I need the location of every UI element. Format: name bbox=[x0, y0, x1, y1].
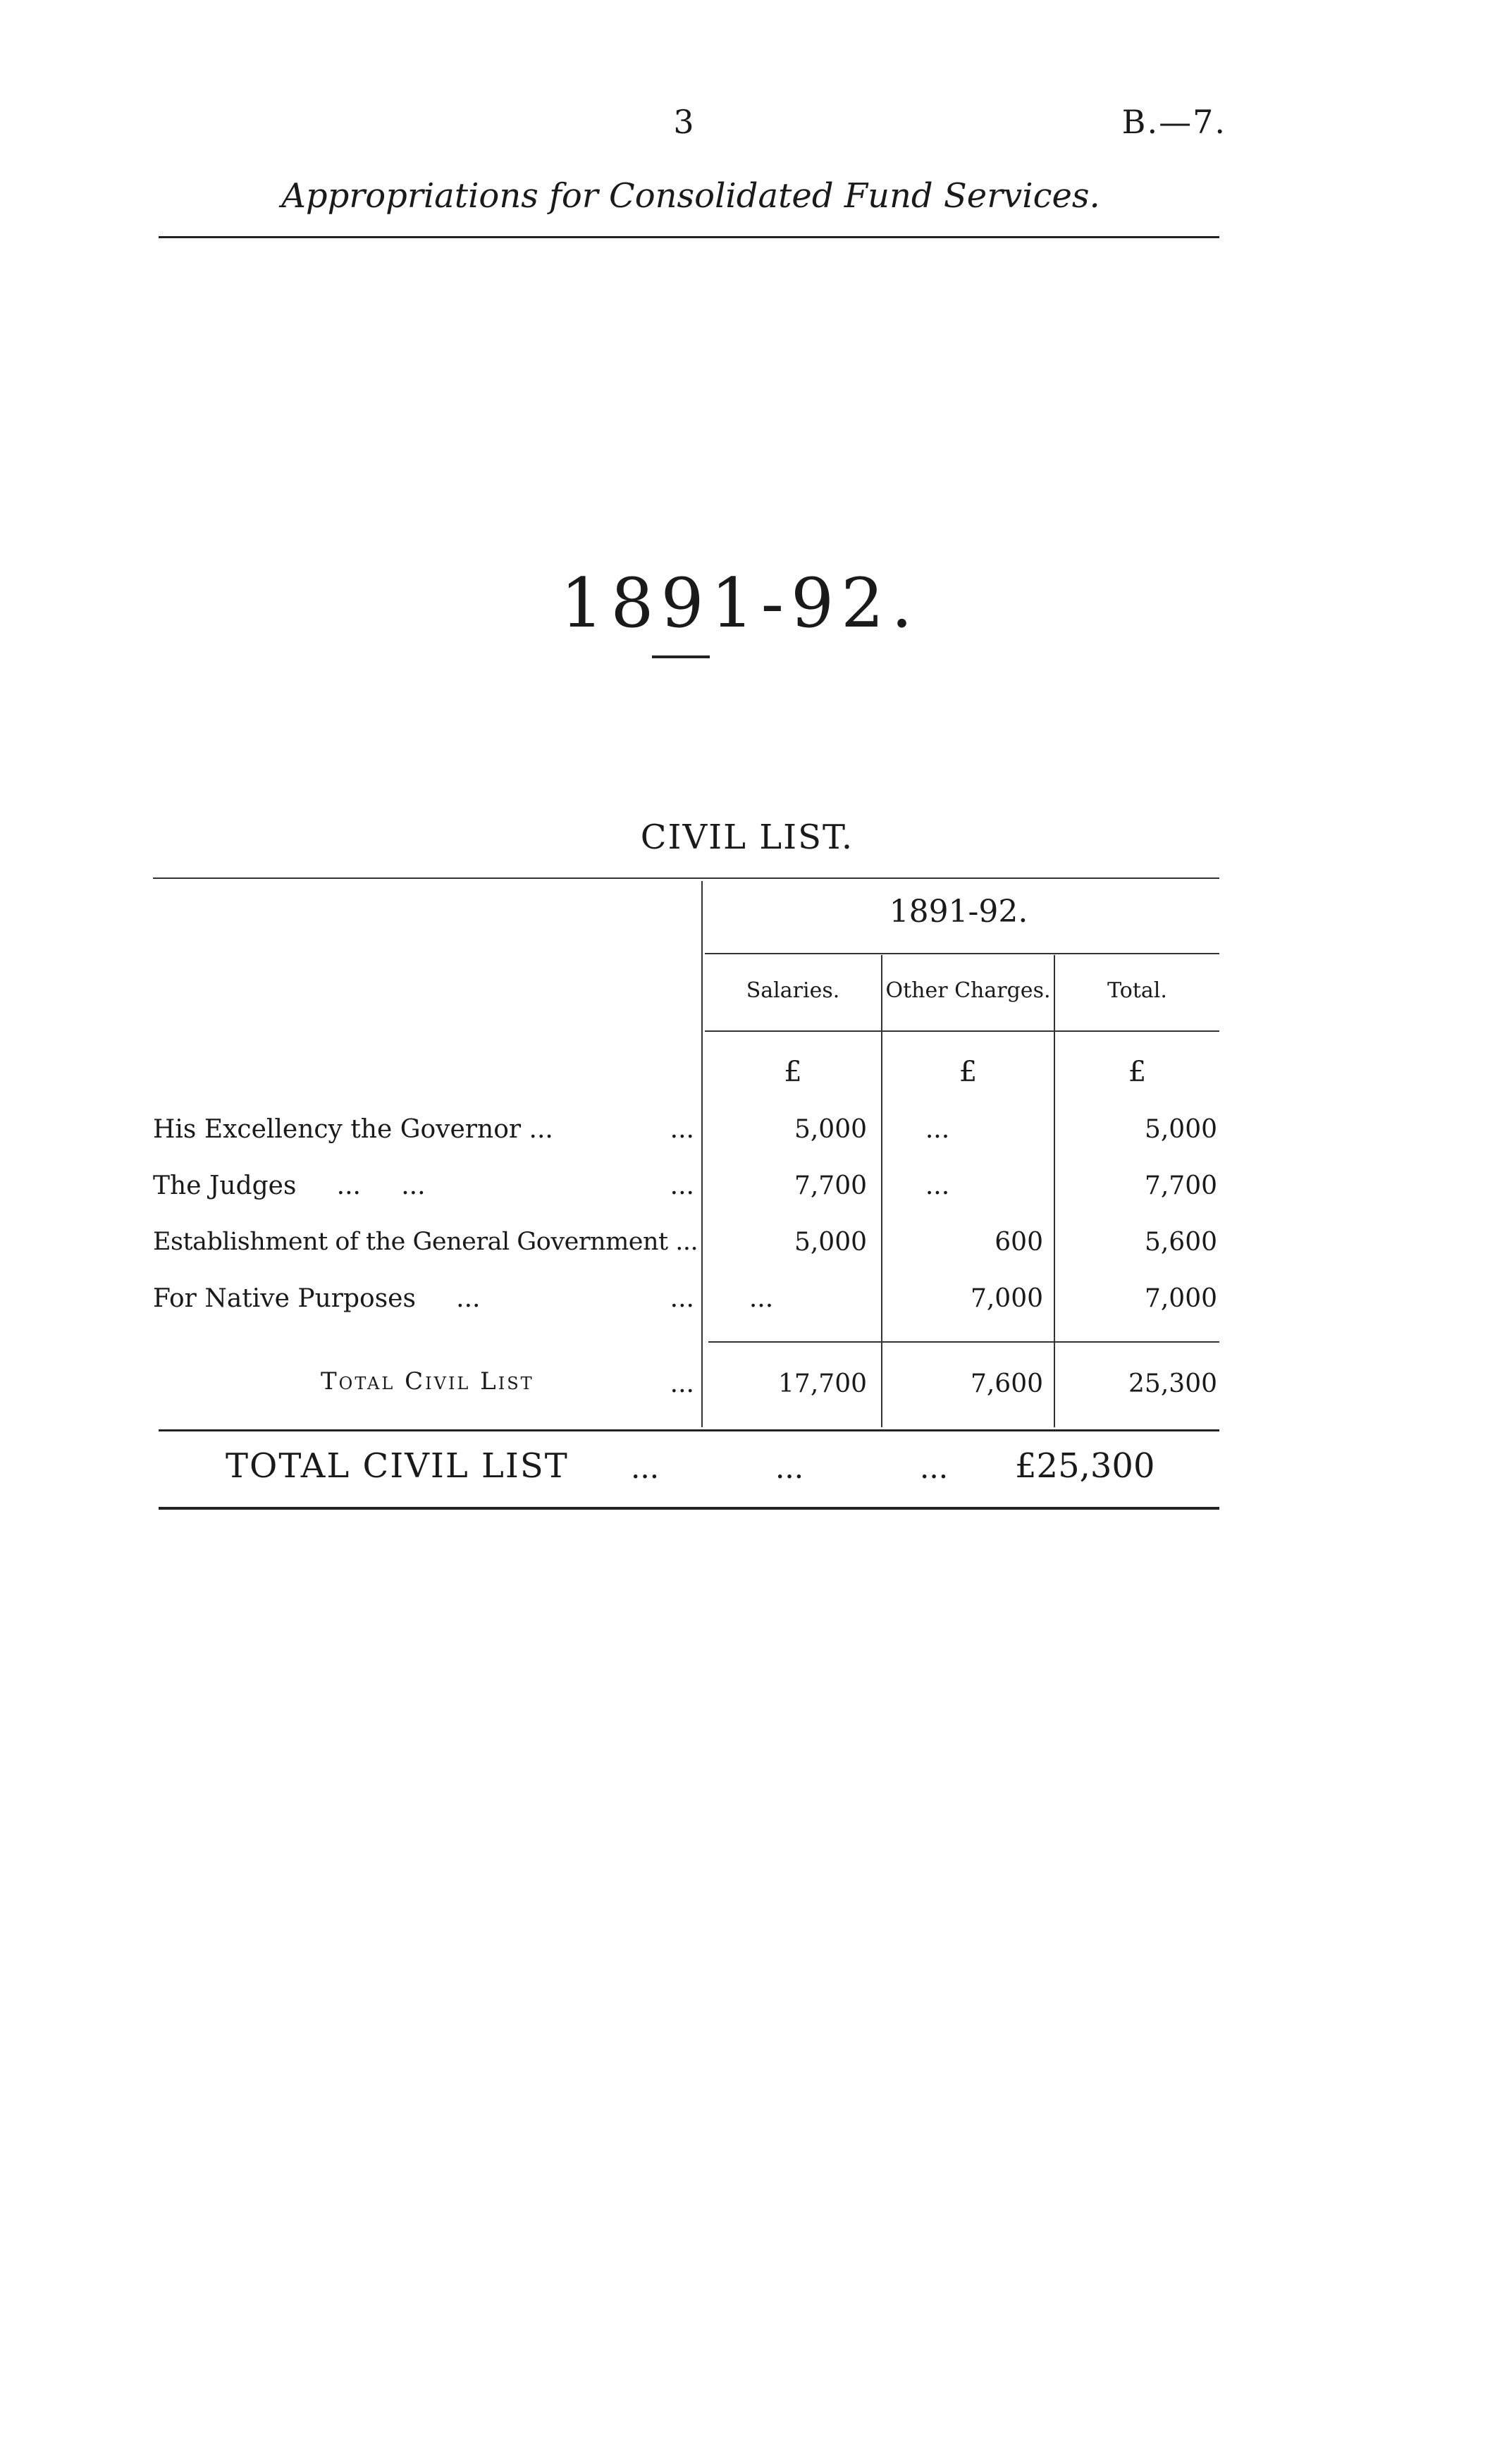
column-header-other-charges: Other Charges. bbox=[885, 978, 1051, 1003]
column-heading-rule bbox=[705, 1030, 1219, 1032]
cell-other-charges: ... bbox=[925, 1171, 950, 1200]
year-heading-rule bbox=[705, 953, 1219, 954]
cell-total: 7,000 bbox=[1144, 1284, 1217, 1313]
row-label: For Native Purposes ... bbox=[153, 1284, 481, 1313]
table-left-divider bbox=[701, 881, 703, 1427]
cell-total: 5,600 bbox=[1144, 1228, 1217, 1257]
cell-salaries: 5,000 bbox=[794, 1115, 867, 1144]
cell-salaries: 5,000 bbox=[794, 1228, 867, 1257]
subtotal-rule bbox=[708, 1341, 1219, 1343]
grand-total-dots: ... bbox=[631, 1450, 660, 1485]
table-year-heading: 1891-92. bbox=[889, 894, 1028, 930]
cell-other-charges: 600 bbox=[995, 1228, 1043, 1257]
grand-total-value: £25,300 bbox=[1015, 1446, 1155, 1486]
grand-total-dots: ... bbox=[775, 1450, 804, 1485]
grand-total-dots: ... bbox=[920, 1450, 949, 1485]
page-number: 3 bbox=[673, 103, 694, 141]
column-header-total: Total. bbox=[1107, 978, 1167, 1003]
table-top-rule bbox=[153, 877, 1219, 879]
running-title: Appropriations for Consolidated Fund Services. bbox=[281, 176, 1100, 216]
row-leader-dots: ... bbox=[670, 1115, 694, 1144]
header-rule bbox=[159, 236, 1219, 238]
section-title: CIVIL LIST. bbox=[640, 818, 854, 857]
column-header-salaries: Salaries. bbox=[746, 978, 840, 1003]
total-cell-other-charges: 7,600 bbox=[970, 1369, 1043, 1398]
unit-symbol-total: £ bbox=[1128, 1056, 1147, 1088]
unit-symbol-salaries: £ bbox=[784, 1056, 802, 1088]
grand-total-rule bbox=[159, 1507, 1219, 1510]
cell-other-charges: 7,000 bbox=[970, 1284, 1043, 1313]
total-row-leader-dots: ... bbox=[670, 1369, 694, 1398]
year-underline bbox=[652, 655, 710, 658]
row-label: The Judges ... ... bbox=[153, 1171, 426, 1200]
row-leader-dots: ... bbox=[670, 1171, 694, 1200]
column-divider-2 bbox=[1054, 955, 1055, 1427]
unit-symbol-other-charges: £ bbox=[959, 1056, 978, 1088]
column-divider-1 bbox=[881, 955, 882, 1427]
cell-other-charges: ... bbox=[925, 1115, 950, 1144]
cell-total: 5,000 bbox=[1144, 1115, 1217, 1144]
main-year-heading: 1891-92. bbox=[560, 564, 920, 643]
row-label: His Excellency the Governor ... bbox=[153, 1115, 553, 1144]
total-row-label: Total Civil List bbox=[321, 1367, 534, 1396]
document-reference: B.—7. bbox=[1121, 103, 1226, 141]
total-cell-total: 25,300 bbox=[1128, 1369, 1217, 1398]
cell-salaries: 7,700 bbox=[794, 1171, 867, 1200]
table-bottom-rule bbox=[159, 1429, 1219, 1431]
row-leader-dots: ... bbox=[670, 1284, 694, 1313]
grand-total-label: TOTAL CIVIL LIST bbox=[226, 1446, 569, 1486]
total-cell-salaries: 17,700 bbox=[778, 1369, 867, 1398]
row-label: Establishment of the General Government ... bbox=[153, 1228, 698, 1256]
cell-salaries: ... bbox=[749, 1284, 774, 1313]
cell-total: 7,700 bbox=[1144, 1171, 1217, 1200]
